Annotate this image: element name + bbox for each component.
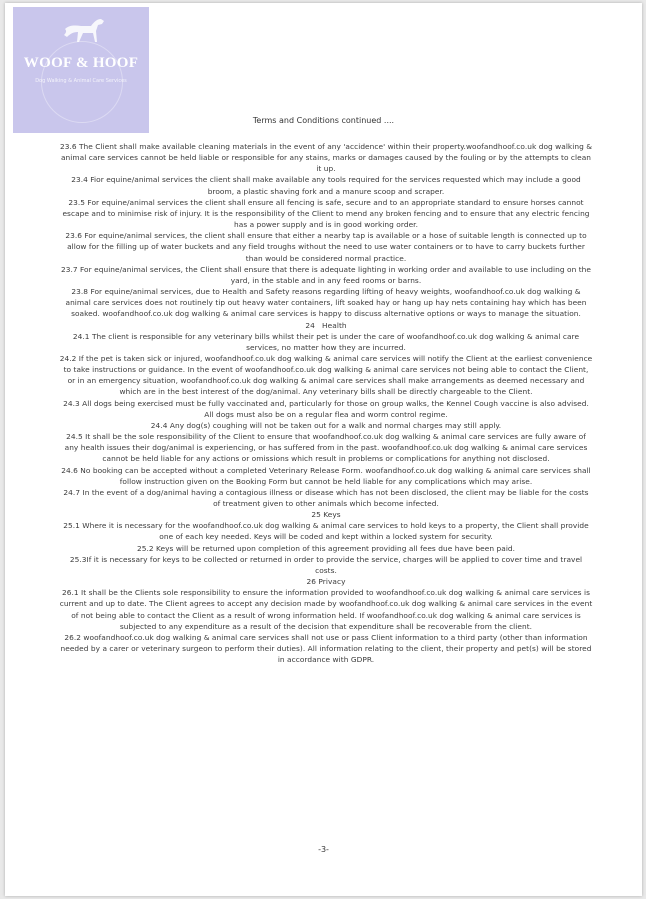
terms-body — [59, 141, 593, 665]
clause-24-7: 24.7 In the event of a dog/animal having a contagious illness or disease which has not been disclosed, the client may be liable for the costs of treatment given to other animals which become infected. — [63, 487, 589, 508]
clause-26-2: 26.2 woofandhoof.co.uk dog walking & animal care services shall not use or pass Client information to a third party (other than information needed by a carer or veterinary surgeon to perform their duties). All information relating to the client, their property and pet(s) will be stored in accordance with GDPR. — [60, 632, 592, 665]
clause-24-4: 24.4 Any dog(s) coughing will not be taken out for a walk and normal charges may still apply. — [150, 420, 502, 430]
clause-23-4-tools: 23.4 Fior equine/animal services the client shall make available any tools required for the services requested which may include a good broom, a plastic shaving fork and a manure scoop and scraper. — [71, 175, 581, 196]
logo-tagline: Dog Walking & Animal Care Services — [35, 78, 127, 84]
clause-24-5: 24.5 It shall be the sole responsibility of the Client to ensure that woofandhoof.co.uk dog walking & animal care services are fully aware of any health issues their dog/animal is experiencing, or has suffered from in the past. woofandhoof.co.uk dog walking & animal care services cannot be held liable for any actions or omissions which result in problems or complications for anything not disclosed. — [64, 432, 588, 464]
clause-25-2: 25.2 Keys will be returned upon completion of this agreement providing all fees due have been paid. — [136, 543, 516, 553]
clause-24-1: 24.1 The client is responsible for any veterinary bills whilst their pet is under the care of woofandhoof.co.uk dog walking & animal care services, no matter how they are incurred. — [72, 331, 580, 352]
clause-24-3: 24.3 All dogs being exercised must be fully vaccinated and, particularly for those on group walks, the Kennel Cough vaccine is also advised. All dogs must also be on a regular flea and worm control regime. — [63, 398, 589, 419]
logo-name: WOOF & HOOF — [23, 55, 139, 71]
document-page — [5, 3, 642, 896]
clause-24-6: 24.6 No booking can be accepted without a completed Veterinary Release Form. woofandhoof.co.uk dog walking & animal care services shall follow instruction given on the Booking Form but cannot be held liable for any complications which may arise. — [61, 465, 591, 486]
section-26-heading: 26 Privacy — [306, 577, 346, 587]
page-heading: Terms and Conditions continued .... — [252, 116, 395, 125]
clause-23-5-fencing: 23.5 For equine/animal services the client shall ensure all fencing is safe, secure and to an appropriate standard to ensure horses cannot escape and to minimise risk of injury. It is the responsibility of the Client to mend any broken fencing and to ensure that any electric fencing has a power supply and is in good working order. — [62, 197, 590, 230]
clause-23-8-lifting: 23.8 For equine/animal services, due to Health and Safety reasons regarding lifting of heavy weights, woofandhoof.co.uk dog walking & animal care services does not routinely tip out heavy water containers, lift soaked hay or hang up hay nets containing hay which has been soaked. woofandhoof.co.uk dog walking & animal care services is happy to discuss alternative options or ways to manage the situation. — [65, 287, 587, 319]
dog-silhouette-icon — [61, 15, 107, 45]
section-25-heading: 25 Keys — [311, 510, 341, 520]
clause-24-2: 24.2 If the pet is taken sick or injured, woofandhoof.co.uk dog walking & animal care services will notify the Client at the earliest convenience to take instructions or guidance. In the event of woofandhoof.co.uk dog walking & animal care services not being able to contact the Client, or in an emergency situation, woofandhoof.co.uk dog walking & animal care services shall make arrangements as deemed necessary and which are in the best interest of the dog/animal. Any veterinary bills shall be directly chargeable to the Client. — [59, 353, 593, 397]
page-number: -3- — [318, 845, 329, 854]
clause-25-3: 25.3If it is necessary for keys to be collected or returned in order to provide the service, charges will be applied to cover time and travel costs. — [69, 554, 583, 575]
clause-23-6-cleaning: 23.6 The Client shall make available cleaning materials in the event of any 'accidence' within their property.woofandhoof.co.uk dog walking & animal care services cannot be held liable or responsible for any stains, marks or damages caused by the fouling or by the attempts to clean it up. — [59, 142, 593, 174]
clause-26-1: 26.1 It shall be the Clients sole responsibility to ensure the information provided to woofandhoof.co.uk dog walking & animal care services is current and up to date. The Client agrees to accept any decision made by woofandhoof.co.uk dog walking & animal care services in the event of not being able to contact the Client as a result of wrong information held. If woofandhoof.co.uk dog walking & animal care services is subjected to any expenditure as a result of the decision that expenditure shall be recoverable from the client. — [59, 588, 593, 631]
clause-23-6-water: 23.6 For equine/animal services, the client shall ensure that either a nearby tap is available or a hose of suitable length is connected up to allow for the filling up of water buckets and any field troughs without the need to use water containers or to have to carry buckets further than would be considered normal practice. — [65, 231, 587, 263]
section-24-heading: 24 Health — [305, 320, 347, 330]
clause-23-7-lighting: 23.7 For equine/animal services, the Client shall ensure that there is adequate lighting in working order and available to use including on the yard, in the stable and in any feed rooms or barns. — [60, 264, 592, 285]
company-logo — [13, 7, 149, 133]
clause-25-1: 25.1 Where it is necessary for the woofandhoof.co.uk dog walking & animal care services to hold keys to a property, the Client shall provide one of each key needed. Keys will be coded and kept within a locked system for security. — [63, 521, 589, 542]
